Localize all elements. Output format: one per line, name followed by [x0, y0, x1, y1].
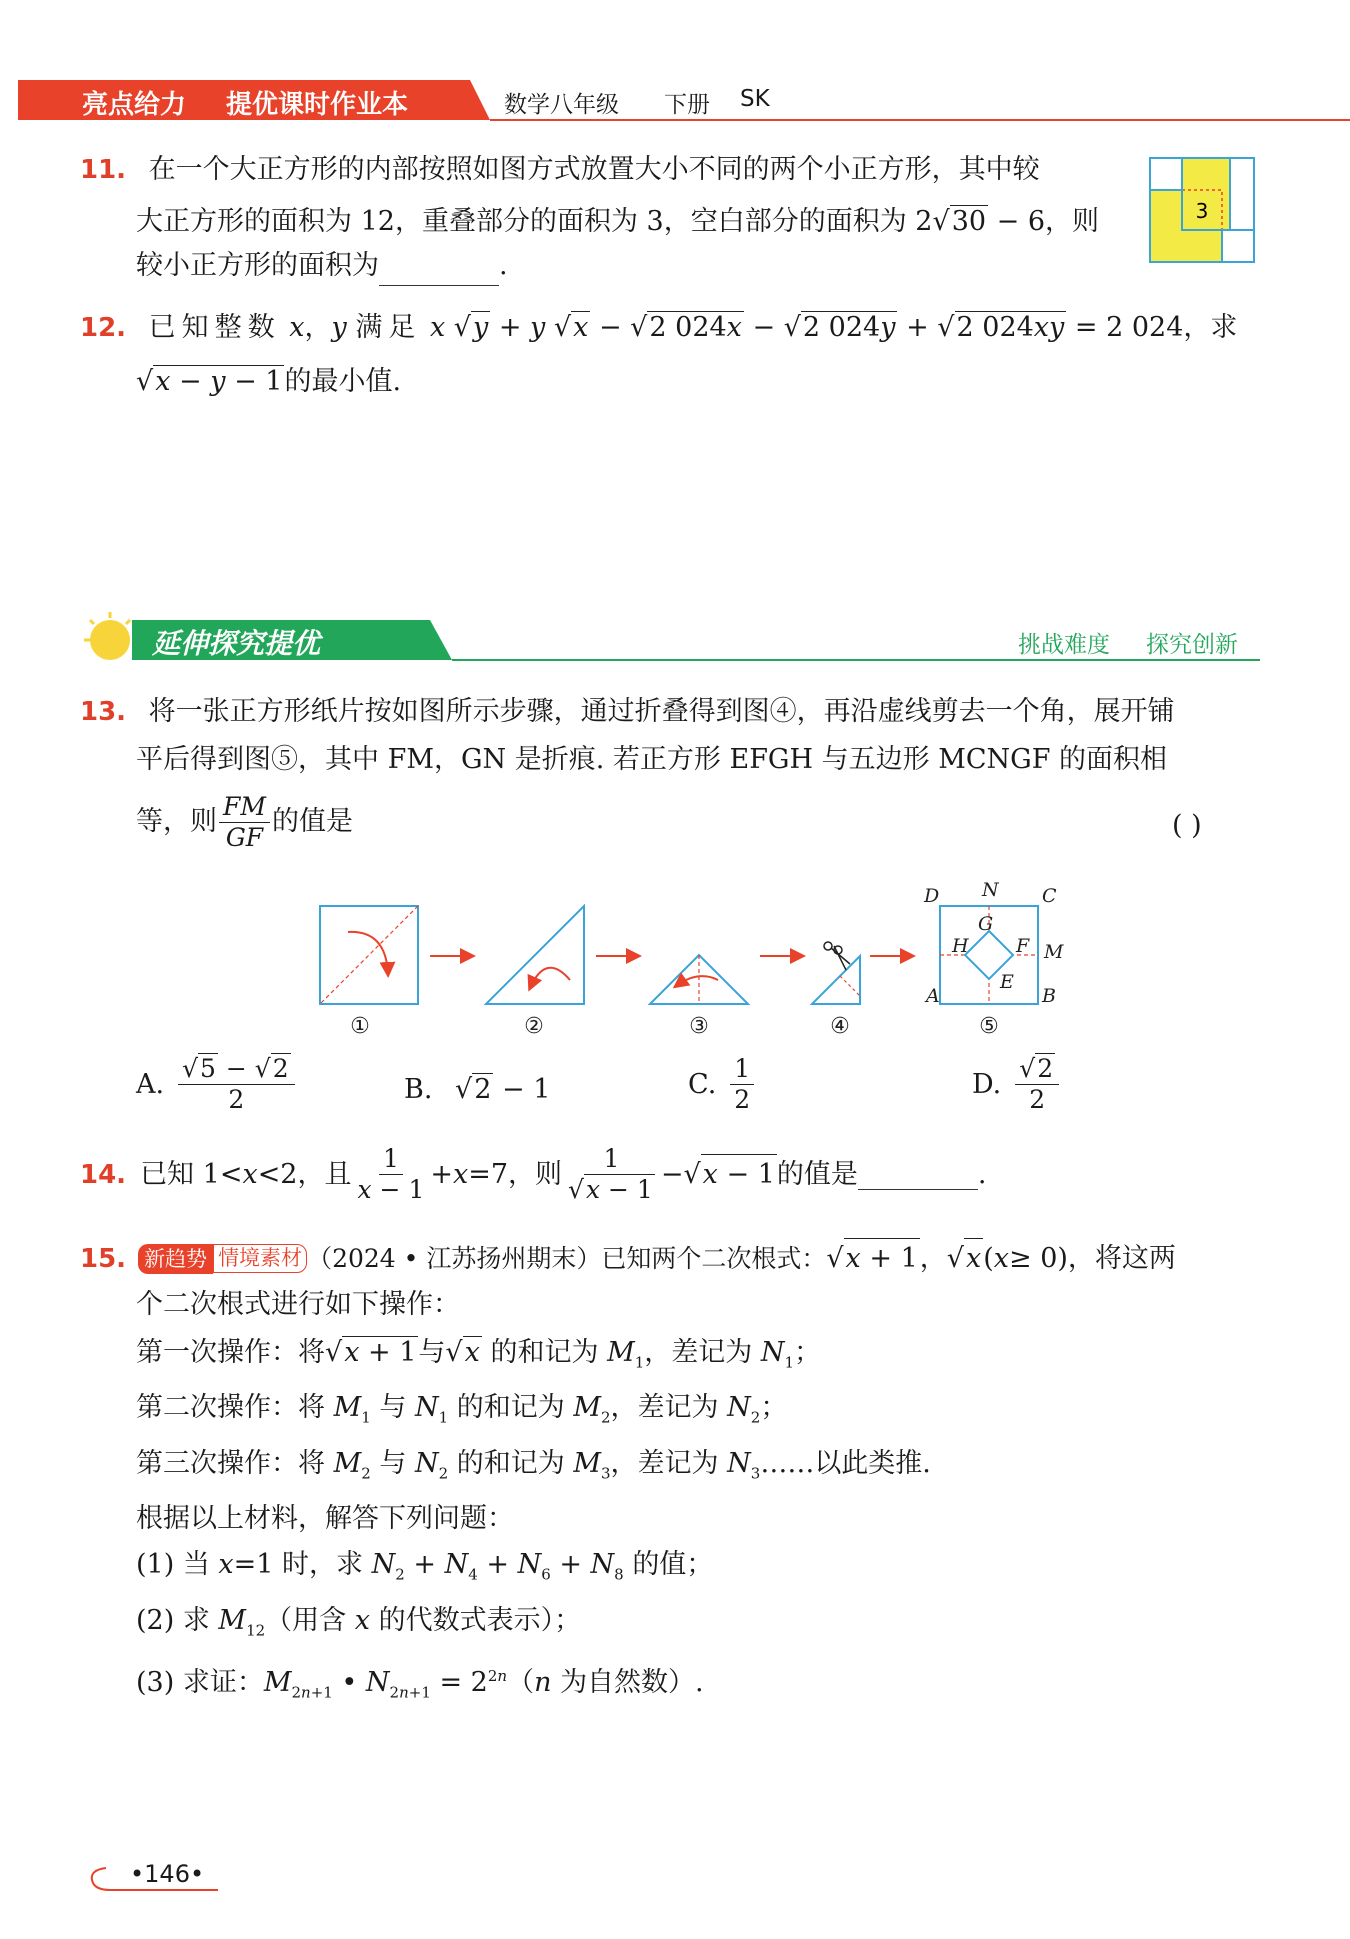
answer-blank[interactable]	[379, 255, 499, 286]
q13-line1: 将一张正方形纸片按如图所示步骤，通过折叠得到图④，再沿虚线剪去一个角，展开铺	[148, 696, 1175, 727]
point-label-g: G	[978, 913, 994, 935]
q15-op2-b: 与	[379, 1392, 407, 1424]
point-label-f: F	[1016, 935, 1030, 957]
q11-line3: 较小正方形的面积为	[136, 250, 379, 281]
point-label-h: H	[952, 935, 969, 957]
point-label-c: C	[1042, 885, 1057, 907]
section-tag-difficulty: 挑战难度	[1018, 632, 1110, 658]
edition-label: SK	[740, 86, 770, 112]
point-label-m: M	[1044, 941, 1064, 963]
brand-name: 亮点给力	[82, 90, 187, 120]
question-number: 14.	[80, 1159, 127, 1190]
question-11	[80, 150, 1140, 286]
q13-line3-end: 的值是	[271, 806, 353, 837]
q15-part2-c: 的代数式表示）；	[378, 1604, 582, 1636]
header-bar	[18, 78, 1350, 122]
q15-part1: (1) 当	[136, 1549, 210, 1581]
q15-op1-d: ，差记为	[644, 1337, 753, 1368]
q15-line2: 个二次根式进行如下操作：	[136, 1289, 460, 1320]
q15-part3-c: 为自然数）.	[560, 1666, 704, 1698]
option-b[interactable]: B. √ 2 − 1	[404, 1074, 550, 1105]
q15-op1-b: 与	[418, 1337, 446, 1368]
section-header	[80, 612, 1260, 668]
subject-label: 数学八年级	[504, 92, 619, 118]
q11-radical: 30	[951, 206, 987, 237]
q14-text-f: 的值是	[776, 1158, 858, 1190]
question-12: 12. 已知整数 x，y 满足 x √ y + y √ x − √ 2 024x − √ 2 024y + √ 2 024xy = 2 024，求 √ x − y − 1的最小值.	[80, 308, 1260, 402]
q14-text-d: =7，则	[468, 1158, 563, 1190]
q13-line3: 等，则	[136, 806, 217, 837]
q15-op1: 第一次操作：将	[136, 1337, 325, 1368]
option-c[interactable]: C. $\frac{1}{2}$	[688, 1054, 756, 1115]
scissors-icon	[824, 942, 850, 970]
q15-part2-b: （用含	[265, 1604, 347, 1636]
q11-line2: 大正方形的面积为 12，重叠部分的面积为 3，空白部分的面积为 2	[136, 206, 933, 237]
answer-blank[interactable]	[858, 1159, 978, 1190]
q11-figure	[1148, 156, 1258, 266]
q11-line1: 在一个大正方形的内部按照如图方式放置大小不同的两个小正方形，其中较	[148, 154, 1040, 185]
option-label: D.	[972, 1069, 1002, 1100]
point-label-n: N	[982, 879, 999, 901]
q11-end: .	[499, 250, 508, 281]
question-14: 14. 已知 1< x <2，且 $\frac{1}{x - 1}$ + x =7，则 1 √ x − 1 − √ x − 1 的值是 .	[80, 1144, 986, 1205]
series-name: 提优课时作业本	[226, 90, 409, 120]
q15-part1-b: =1 时，求	[233, 1549, 364, 1581]
option-label: B.	[404, 1074, 433, 1105]
q15-op1-end: ；	[794, 1337, 822, 1368]
badge-new-trend: 新趋势	[138, 1244, 213, 1274]
section-title: 延伸探究提优	[152, 627, 321, 660]
option-label: A.	[136, 1069, 165, 1100]
q15-basis: 根据以上材料，解答下列问题：	[136, 1503, 514, 1535]
question-number: 12.	[80, 313, 127, 343]
answer-paren[interactable]: ( )	[1172, 810, 1202, 841]
question-number: 11.	[80, 155, 127, 185]
q15-op2-c: 的和记为	[456, 1392, 565, 1424]
q12-text: 已知整数	[148, 312, 281, 343]
point-label-b: B	[1042, 985, 1056, 1007]
figure-label-4: ④	[830, 1014, 850, 1039]
q15-op2: 第二次操作：将	[136, 1392, 325, 1424]
q15-part1-end: 的值；	[632, 1549, 714, 1581]
point-label-d: D	[924, 885, 940, 907]
q15-part3-b: （	[507, 1666, 535, 1698]
q15-intro-end: ，将这两	[1067, 1242, 1176, 1274]
q14-text-e: −	[660, 1158, 684, 1190]
badge-context: 情境素材	[213, 1244, 307, 1273]
q15-op3-b: 与	[379, 1447, 407, 1479]
question-15: 15. 新趋势 情境素材 （2024 • 江苏扬州期末）已知两个二次根式： √ x + 1 ， √ x ( x ≥ 0) ，将这两 个二次根式进行如下操作： 第一次操作：将√ x + 1与√ x 的和记为 $M_1$，差记为 $N_1$； 第二次操作：将 $M_1$ 与 $N_1$ 的和记为 $M_2$，差记为 $N_2$； 第三次操作：将 $M_2$ 与 $N_2$ 的和记为 $M_3$，差记为 $N_3\dots\dots$以此类推. 根据以上材料，解答下列问题： (1) 当 x=1 时，求 $N_2 + N_4 + N_6 + N_8$ 的值； (2) 求 $M_{12}$（用含 x 的代数式表示）； (3) 求证：$M_{2n+1}$ • $N_{2n+1} = 2^{2n}(n$ 为自然数）.	[80, 1238, 1270, 1712]
q15-op2-d: ，差记为	[610, 1392, 719, 1424]
figure-label-5: ⑤	[979, 1014, 999, 1039]
page-number: •146•	[130, 1860, 205, 1888]
q15-op2-end: ；	[760, 1392, 788, 1424]
question-13	[80, 692, 1260, 853]
q12-line2: 的最小值.	[284, 366, 402, 397]
frac-numerator: FM	[223, 792, 266, 821]
q14-text-b: <2，且	[257, 1158, 352, 1190]
figure-label-3: ③	[689, 1014, 709, 1039]
q15-part2: (2) 求	[136, 1604, 210, 1636]
q15-op3-d: ，差记为	[610, 1447, 719, 1479]
q14-text-a: 已知 1<	[140, 1158, 243, 1190]
q15-source: （2024 • 江苏扬州期末）已知两个二次根式：	[307, 1243, 827, 1273]
point-label-e: E	[1000, 971, 1014, 993]
q14-end: .	[977, 1158, 987, 1190]
q11-line2-end: − 6，则	[988, 206, 1100, 237]
q15-part3: (3) 求证：	[136, 1666, 264, 1698]
figure-label-2: ②	[524, 1014, 544, 1039]
q15-op1-c: 的和记为	[490, 1337, 599, 1368]
q15-op3: 第三次操作：将	[136, 1447, 325, 1479]
q12-text2: 满足	[355, 312, 422, 343]
q14-text-c: +	[430, 1158, 453, 1190]
option-label: C.	[688, 1069, 717, 1100]
question-number: 15.	[80, 1243, 127, 1274]
frac-denominator: GF	[225, 823, 264, 852]
q12-end: = 2 024，求	[1074, 312, 1238, 343]
volume-label: 下册	[664, 92, 710, 118]
figure-label: 3	[1195, 199, 1209, 223]
question-number: 13.	[80, 697, 127, 727]
q15-op3-c: 的和记为	[456, 1447, 565, 1479]
q13-line2: 平后得到图⑤，其中 FM，GN 是折痕. 若正方形 EFGH 与五边形 MCNGF 的面积相	[136, 744, 1168, 775]
section-tag-innovation: 探究创新	[1146, 632, 1238, 658]
figure-label-1: ①	[350, 1014, 370, 1039]
q13-figures	[300, 870, 1080, 1040]
point-label-a: A	[926, 985, 940, 1007]
option-a[interactable]: A. √ $\frac{5 - √ 2}{2}$	[136, 1054, 297, 1115]
q15-op3-end: ……以此类推.	[760, 1447, 931, 1479]
option-d[interactable]: D. √ $\frac{2}{2}$	[972, 1054, 1061, 1115]
